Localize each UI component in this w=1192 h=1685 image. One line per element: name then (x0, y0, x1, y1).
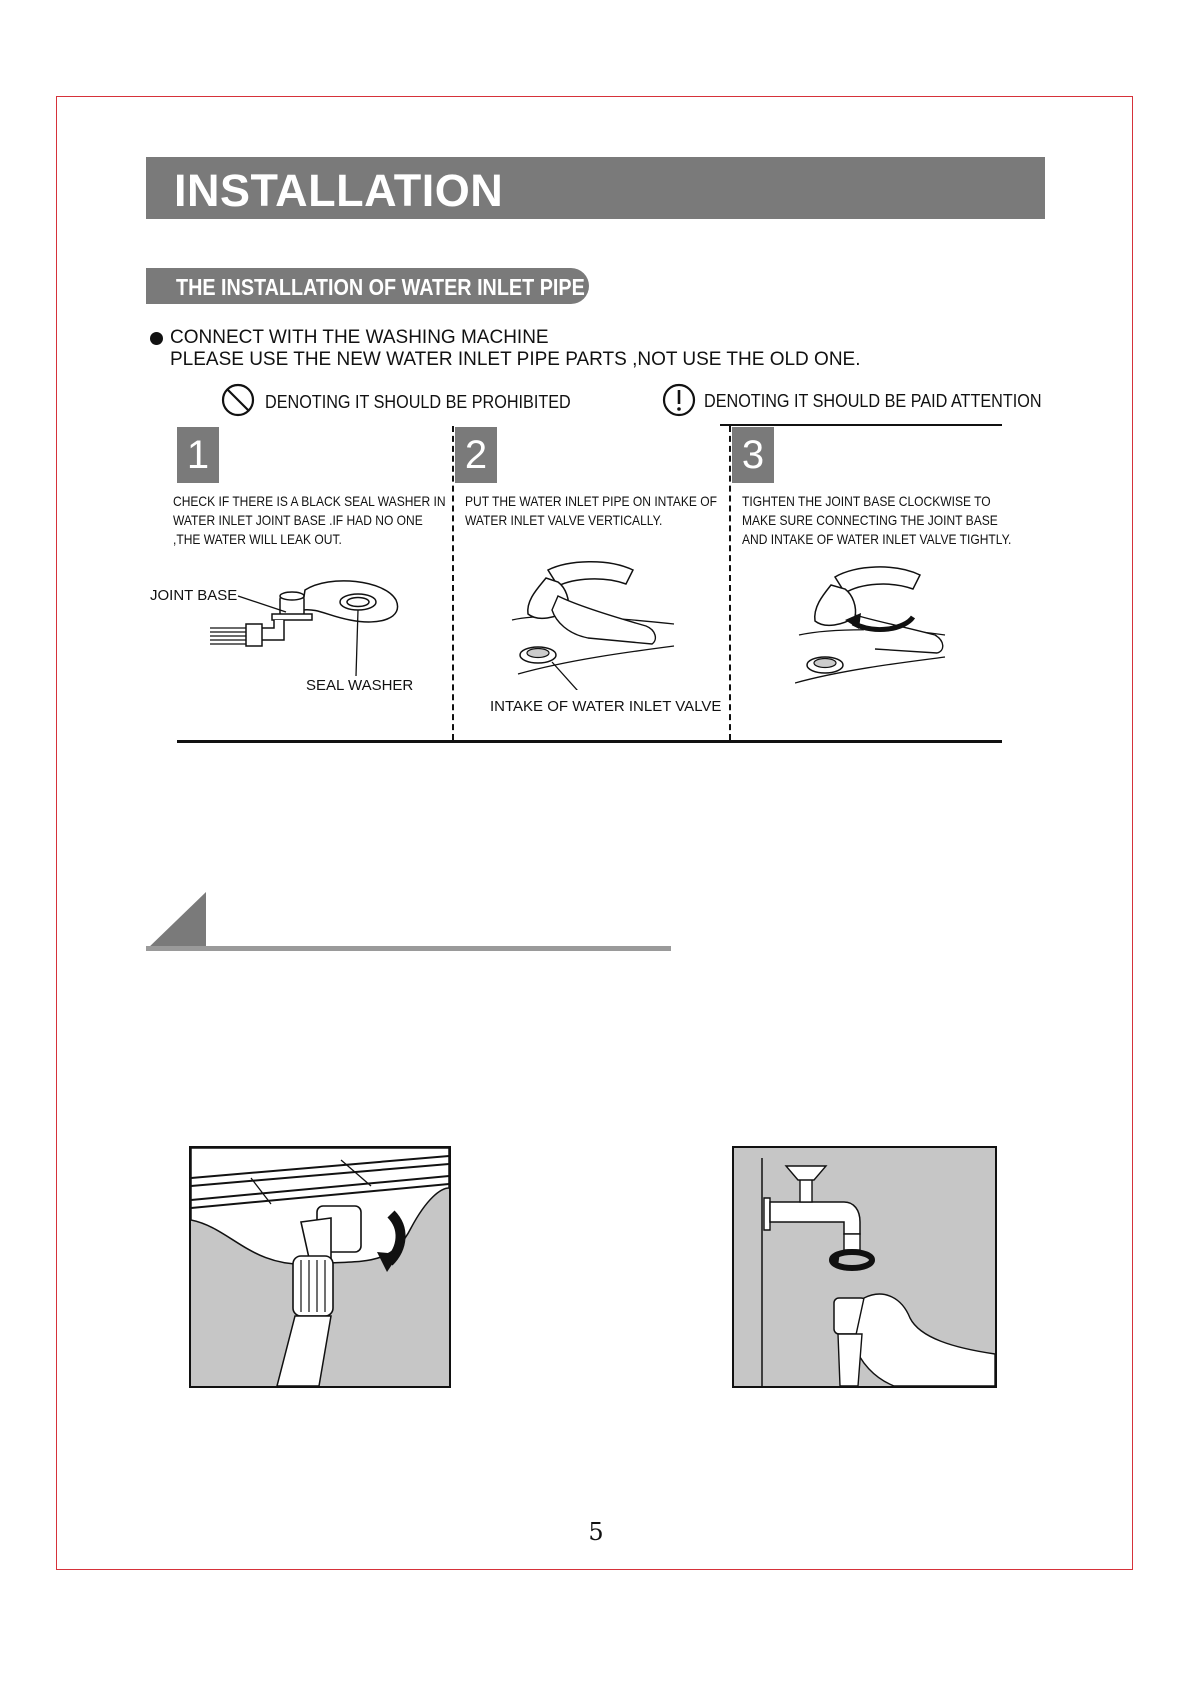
joint-base-illustration (210, 578, 410, 678)
step-divider (729, 426, 731, 740)
intro-line-2: PLEASE USE THE NEW WATER INLET PIPE PARTS ,NOT USE THE OLD ONE. (170, 349, 861, 370)
legend-prohibited-text: DENOTING IT SHOULD BE PROHIBITED (265, 392, 571, 412)
steps-top-rule (720, 424, 1002, 426)
machine-connection-picture (189, 1146, 451, 1388)
joint-base-label: JOINT BASE (150, 587, 238, 604)
step-number-2: 2 (455, 427, 497, 483)
seal-washer-label: SEAL WASHER (306, 677, 414, 694)
joint-base-pointer (236, 594, 296, 614)
attention-icon (661, 382, 697, 418)
section-marker (146, 892, 206, 950)
step-number-3: 3 (732, 427, 774, 483)
section-underline (146, 946, 671, 951)
step-3-text: TIGHTEN THE JOINT BASE CLOCKWISE TO MAKE SURE CONNECTING THE JOINT BASE AND INTAKE OF WATER INLET VALVE TIGHTLY. (742, 493, 1012, 547)
page-title: INSTALLATION (174, 165, 504, 216)
section-marker-triangle (146, 892, 206, 950)
step-divider (452, 426, 454, 740)
intake-valve-label: INTAKE OF WATER INLET VALVE (490, 698, 722, 715)
prohibited-icon (220, 382, 256, 418)
machine-inlet-icon (191, 1148, 449, 1386)
steps-bottom-rule (177, 740, 1002, 743)
step-2-text: PUT THE WATER INLET PIPE ON INTAKE OF WATER INLET VALVE VERTICALLY. (465, 493, 717, 528)
main-header (146, 157, 1045, 219)
step-number-1: 1 (177, 427, 219, 483)
legend-attention-text: DENOTING IT SHOULD BE PAID ATTENTION (704, 391, 1042, 411)
valve-intake-illustration (508, 560, 678, 690)
section-header (146, 268, 589, 304)
section-title: THE INSTALLATION OF WATER INLET PIPE (176, 274, 585, 300)
intro-line-1: CONNECT WITH THE WASHING MACHINE (170, 327, 549, 348)
tap-connection-picture (732, 1146, 997, 1388)
page-number: 5 (588, 1518, 604, 1546)
water-tap-icon (734, 1148, 995, 1386)
bullet-icon (150, 332, 163, 345)
step-1-text: CHECK IF THERE IS A BLACK SEAL WASHER IN WATER INLET JOINT BASE .IF HAD NO ONE ,THE WATER WILL LEAK OUT. (173, 493, 446, 547)
tighten-joint-illustration (795, 565, 965, 685)
